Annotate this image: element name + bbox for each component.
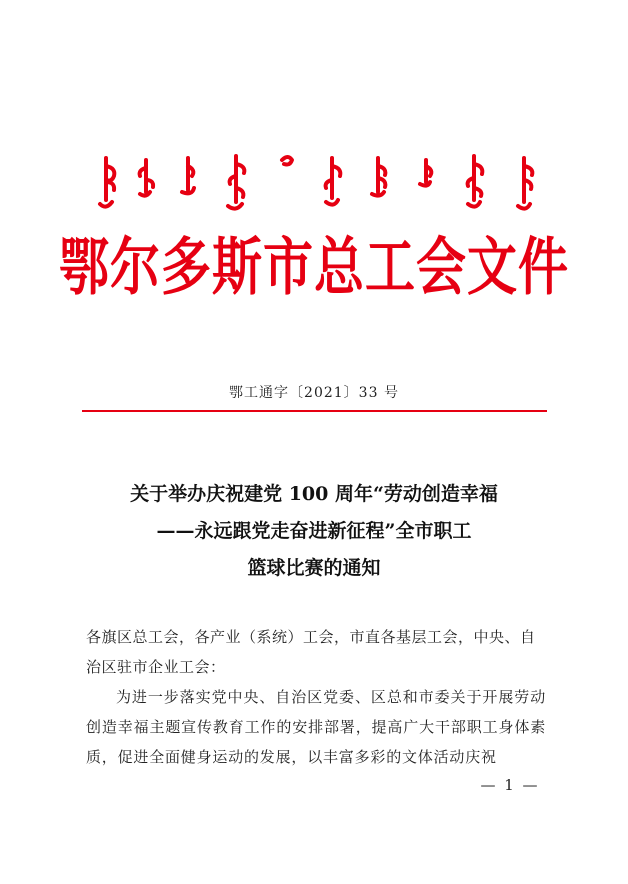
red-divider-line [82, 410, 547, 412]
document-number: 鄂工通字〔2021〕33 号 [229, 385, 399, 401]
org-title: 鄂尔多斯市总工会文件 [59, 230, 569, 304]
notice-title [70, 476, 558, 587]
notice-title-line-3: 篮球比赛的通知 [247, 557, 381, 579]
page-number: — 1 — [480, 776, 540, 794]
mongolian-script-graphic [86, 152, 546, 214]
mongolian-script-header [86, 152, 546, 214]
body-paragraph: 为进一步落实党中央、自治区党委、区总和市委关于开展劳动创造幸福主题宣传教育工作的安排部署，提高广大干部职工身体素质，促进全面健身运动的发展，以丰富多彩的文体活动庆祝 [86, 688, 546, 766]
notice-title-line-2: ——永远跟党走奋进新征程”全市职工 [156, 520, 472, 542]
salutation: 各旗区总工会，各产业（系统）工会，市直各基层工会，中央、自治区驻市企业工会： [86, 628, 536, 676]
notice-title-line-1: 关于举办庆祝建党 100 周年“劳动创造幸福 [130, 483, 498, 505]
